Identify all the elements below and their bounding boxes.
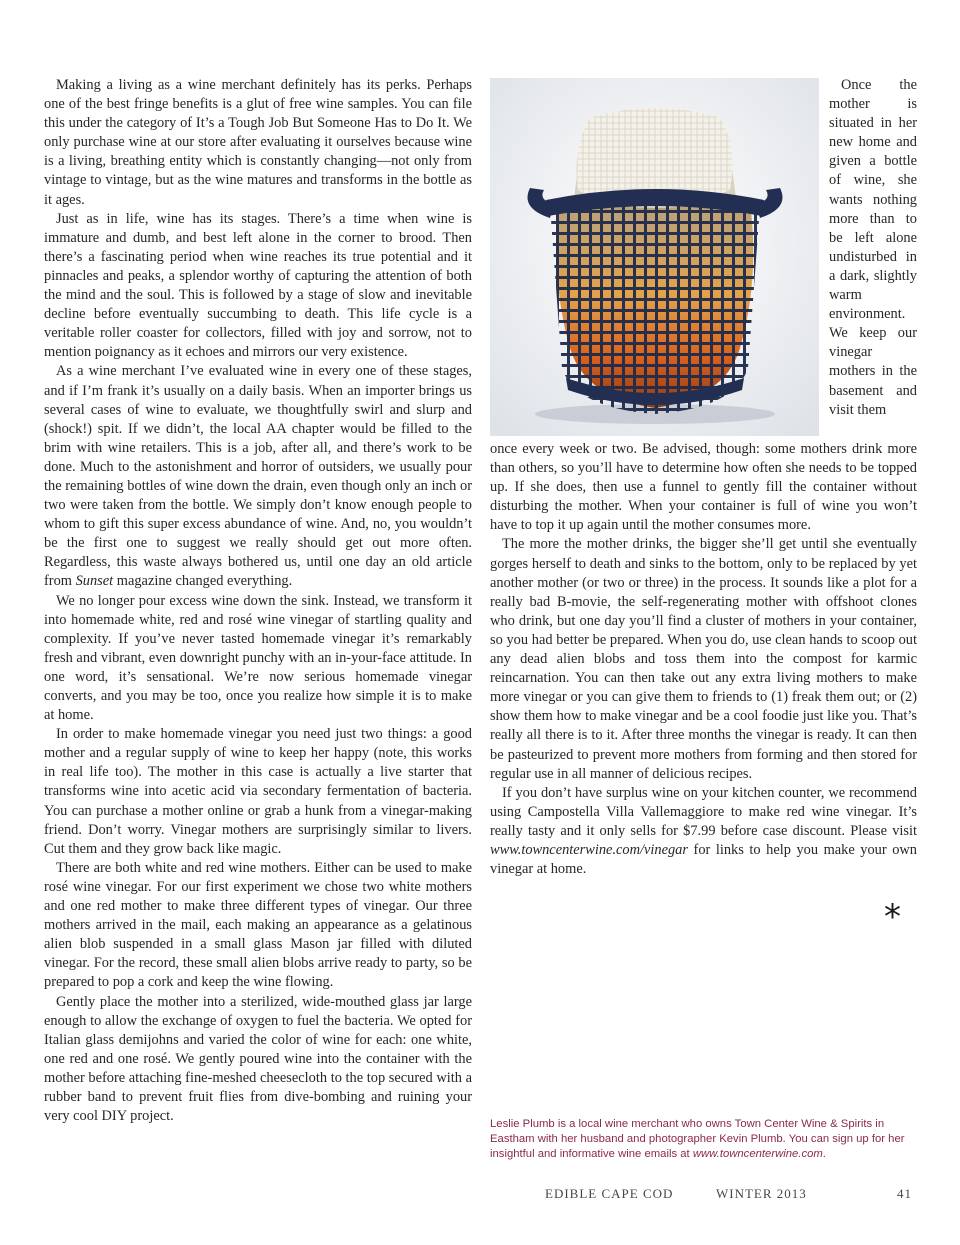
footer-issue: WINTER 2013	[716, 1186, 807, 1201]
paragraph-3	[44, 362, 472, 591]
vinegar-demijohn-photo	[490, 78, 819, 436]
paragraph-2: Just as in life, wine has its stages. There’s a time when wine is immature and dumb, and best left alone in the corner to brood. Then there’s a fascinating period when wine reaches its true potential and it pinnacles and peaks, a splendor worthy of capturing the attention of both the mind and the soul. This is followed by a stage of slow and inevitable decline before eventually succumbing to death. This life cycle is a veritable roller coaster for collectors, filled with joy and sorrow, not to mention poignancy as it echoes and mirrors our very existence.	[44, 210, 472, 361]
paragraph-10-text-a: If you don’t have surplus wine on your kitchen counter, we recommend using Campostella Villa Vallemaggiore to make red wine vinegar. It’s really tasty and it only sells for $7.99 before case discount. Please visit	[490, 784, 917, 839]
right-column	[490, 440, 917, 879]
footer-magazine-name: EDIBLE CAPE COD	[545, 1186, 674, 1201]
author-bio-text: Leslie Plumb is a local wine merchant who owns Town Center Wine & Spirits in Eastham with her husband and photographer Kevin Plumb. You can sign up for her insightful and informative wine emails at	[490, 1118, 905, 1160]
paragraph-8-rest: once every week or two. Be advised, though: some mothers drink more than others, so you’ll have to determine how often she needs to be topped up. If she does, then use a funnel to gently fill the container without disturbing the mother. When your container is full of wine you won’t have to top it up again until the mother consumes more.	[490, 441, 917, 534]
author-bio	[490, 1117, 918, 1162]
paragraph-8-top: Once the mother is situated in her new home and given a bottle of wine, she wants nothing more than to be left alone undisturbed in a dark, slightly warm environment. We keep our vinegar mothers in the basement and visit them	[829, 77, 917, 418]
sunset-magazine-title: Sunset	[75, 573, 114, 590]
paragraph-5: In order to make homemade vinegar you need just two things: a good mother and a regular supply of wine to keep her happy (note, this works in real life too). The mother in this case is actually a live starter that transforms wine into acetic acid via secondary fermentation of bacteria. You can purchase a mother online or grab a hunk from a vinegar-making friend. Don’t worry. Vinegar mothers are surprisingly similar to livers. Cut them and they grow back like magic.	[44, 726, 472, 857]
footer-page-number: 41	[897, 1186, 912, 1201]
paragraph-10	[490, 784, 917, 879]
paragraph-3-text-a: As a wine merchant I’ve evaluated wine in every one of these stages, and if I’m frank it’s usually on a daily basis. When an importer brings us several cases of wine to evaluate, we thoughtfully swirl and slurp and (shock!) spit. If we didn’t, the local AA chapter would be filled to the brim with wine retailers. This is a job, after all, and there’s work to be done. Much to the astonishment and horror of outsiders, we usually pour the remaining bottles of wine down the drain, even though only an inch or two were taken from the bottle. We simply don’t know enough people to whom to gift this super excess abundance of wine. And, no, you wouldn’t be the first one to suggest we really should get out more often. Regardless, this waste always bothered us, until one day an old article from	[44, 363, 472, 590]
paragraph-6: There are both white and red wine mothers. Either can be used to make rosé wine vinegar. For our first experiment we chose two white mothers and one red mother to make three different types of vinegar. Our three mothers arrived in the mail, each making an appearance as a gelatinous alien blob suspended in a small glass Mason jar filled with diluted vinegar. For the record, these small alien blobs arrive ready to party, so be prepared to pop a cork and keep the wine flowing.	[44, 859, 472, 991]
author-bio-link[interactable]: www.towncenterwine.com	[692, 1148, 823, 1160]
right-column-wrap-text	[829, 76, 917, 420]
vinegar-link[interactable]: www.towncenterwine.com/vinegar	[490, 841, 688, 858]
author-bio-end: .	[822, 1148, 826, 1160]
demijohn-basket-illustration	[490, 78, 819, 436]
paragraph-9: The more the mother drinks, the bigger she’ll get until she eventually gorges herself to death and sinks to the bottom, only to be replaced by yet another mother (or two or three) in the process. It sounds like a plot for a really bad B-movie, the self-regenerating mother with offshoot clones who drink, but one day you’ll find a cluster of mothers in your container, so you had better be prepared. When you do, use clean hands to scoop out any dead alien blobs and toss them into the compost for karmic reincarnation. You can then take out any extra living mothers to make more vinegar or you can give them to friends to (1) freak them out; or (2) show them how to make vinegar and be a cool foodie just like you. That’s really all there is to it. After three months the vinegar is ready. It can then be pasteurized to prevent more mothers from forming and then stored for regular use in all manner of delicious recipes.	[490, 536, 917, 782]
paragraph-3-text-b: magazine changed everything.	[116, 573, 293, 590]
left-column	[44, 76, 472, 1126]
paragraph-4: We no longer pour excess wine down the sink. Instead, we transform it into homemade white, red and rosé wine vinegar of startling quality and complexity. If you’ve never tasted homemade vinegar it’s remarkably fresh and vibrant, even downright punchy with an in-your-face attitude. In one word, it’s sensational. We’re now serious homemade vinegar converts, and you may be too, once you realize how simple it is to make at home.	[44, 592, 472, 724]
paragraph-7: Gently place the mother into a sterilized, wide-mouthed glass jar large enough to allow the exchange of oxygen to fuel the bacteria. We opted for Italian glass demijohns and varied the color of wine for each: one white, one red and one rosé. We gently poured wine into the container with the mother before attaching fine-meshed cheesecloth to the top secured with a rubber band to prevent fruit flies from dive-bombing and ruining your very cool DIY project.	[44, 993, 472, 1125]
paragraph-10-text-b: for links to help you make your own vinegar at home.	[490, 841, 917, 878]
article-end-mark: *	[884, 897, 901, 937]
paragraph-1: Making a living as a wine merchant definitely has its perks. Perhaps one of the best fringe benefits is a glut of free wine samples. You can file this under the category of It’s a Tough Job But Someone Has to Do It. We only purchase wine at our store after evaluating it ourselves because wine is a living, breathing entity which is constantly changing—not only from vintage to vintage, but as the wine matures and transforms in the bottle as it ages.	[44, 77, 472, 208]
